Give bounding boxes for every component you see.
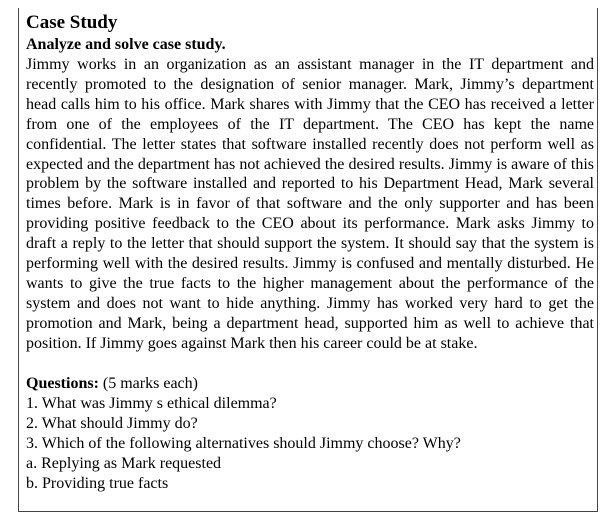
question-option: b. Providing true facts xyxy=(26,474,169,492)
case-paragraph: Jimmy works in an organization as an assistant manager in the IT department and recently promoted to the designation of senior manager. Mark, Jimmy’s department head calls him to his office. Mark shares with Jimmy that the CEO has received a letter from one of the employees of the IT department. The CEO has kept the name confidential. The letter states that software installed recently does not perform well as expected and the department has not achieved the desired results. Jimmy is aware of this problem by the software installed and reported to his Department Head, Mark several times before. Mark is in favor of that software and the only supporter and has been providing positive feedback to the CEO about its performance. Mark asks Jimmy to draft a reply to the letter that should support the system. It should say that the system is performing well with the desired results. Jimmy is confused and mentally disturbed. He wants to give the true facts to the higher management about the performance of the system and does not want to hide anything. Jimmy has worked very hard to get the promotion and Mark, being a department head, supported him as well to achieve that position. If Jimmy goes against Mark then his career could be at stake. xyxy=(26,56,594,352)
questions-label: Questions: xyxy=(26,374,99,392)
case-study-document xyxy=(26,12,594,494)
question-item: 2. What should Jimmy do? xyxy=(26,414,198,432)
document-title: Case Study xyxy=(26,12,118,33)
question-option: a. Replying as Mark requested xyxy=(26,454,222,472)
questions-marks: (5 marks each) xyxy=(102,374,198,392)
document-subtitle: Analyze and solve case study. xyxy=(26,36,226,53)
questions-heading xyxy=(26,374,594,394)
section-spacer xyxy=(26,354,594,374)
question-item: 3. Which of the following alternatives should Jimmy choose? Why? xyxy=(26,434,461,452)
question-item: 1. What was Jimmy s ethical dilemma? xyxy=(26,394,277,412)
